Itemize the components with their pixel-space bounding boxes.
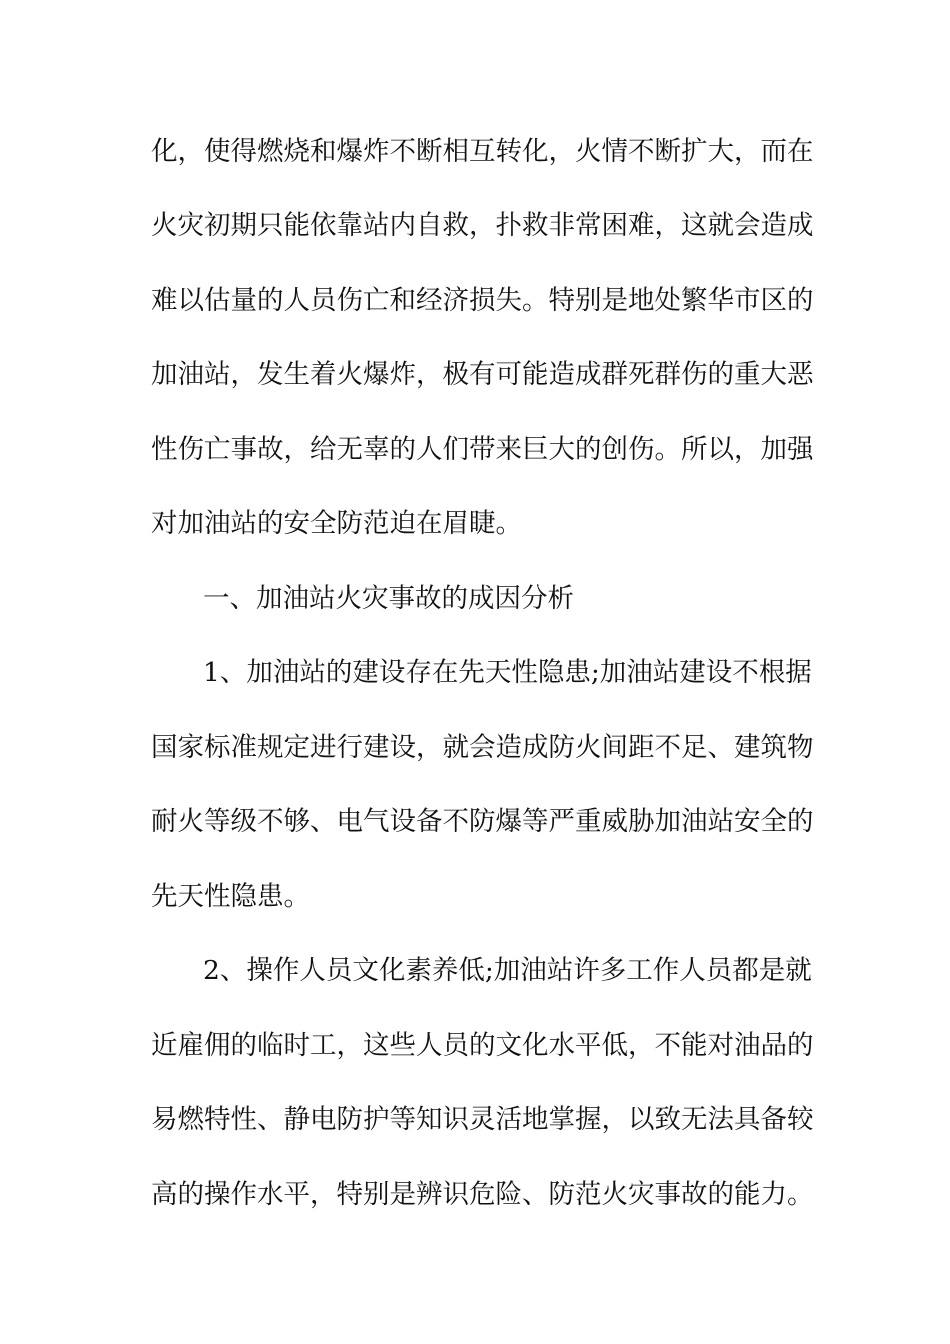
paragraph-line: 火灾初期只能依靠站内自救，扑救非常困难，这就会造成 bbox=[151, 210, 814, 241]
paragraph-line: 加油站，发生着火爆炸，极有可能造成群死群伤的重大恶 bbox=[151, 359, 814, 390]
paragraph-line: 耐火等级不够、电气设备不防爆等严重威胁加油站安全的 bbox=[151, 806, 814, 837]
paragraph-line: 性伤亡事故，给无辜的人们带来巨大的创伤。所以，加强 bbox=[151, 434, 814, 465]
paragraph-line: 易燃特性、静电防护等知识灵活地掌握，以致无法具备较 bbox=[151, 1104, 814, 1135]
paragraph-line: 化，使得燃烧和爆炸不断相互转化，火情不断扩大，而在 bbox=[151, 136, 814, 167]
paragraph-line: 1、加油站的建设存在先天性隐患;加油站建设不根据 bbox=[203, 657, 812, 688]
paragraph-line: 近雇佣的临时工，这些人员的文化水平低，不能对油品的 bbox=[151, 1030, 814, 1061]
section-heading: 一、加油站火灾事故的成因分析 bbox=[203, 583, 574, 614]
paragraph-line: 先天性隐患。 bbox=[151, 881, 310, 912]
paragraph-line: 难以估量的人员伤亡和经济损失。特别是地处繁华市区的 bbox=[151, 285, 814, 316]
paragraph-line: 高的操作水平，特别是辨识危险、防范火灾事故的能力。 bbox=[151, 1179, 814, 1210]
paragraph-line: 对加油站的安全防范迫在眉睫。 bbox=[151, 508, 522, 539]
paragraph-line: 国家标准规定进行建设，就会造成防火间距不足、建筑物 bbox=[151, 732, 814, 763]
paragraph-line: 2、操作人员文化素养低;加油站许多工作人员都是就 bbox=[203, 955, 812, 986]
